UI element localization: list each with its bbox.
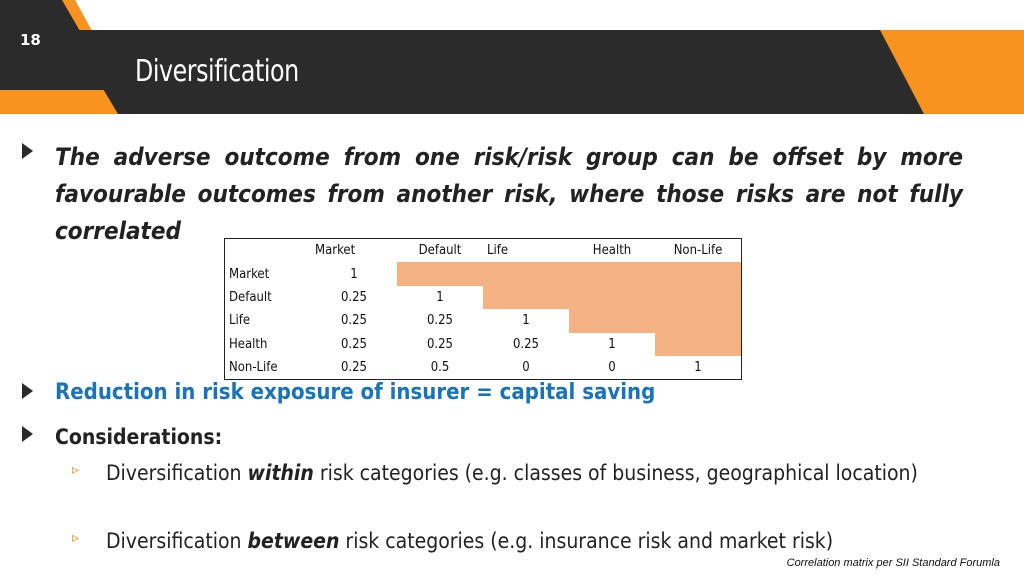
row-label: Life bbox=[229, 313, 251, 329]
table-cell-shaded bbox=[483, 262, 569, 285]
table-header-cell bbox=[225, 239, 312, 263]
table-cell-shaded bbox=[655, 262, 742, 285]
table-cell: 0.25 bbox=[340, 313, 368, 329]
sub-bullet-icon: ▹ bbox=[72, 530, 80, 546]
row-label: Default bbox=[229, 289, 272, 305]
table-row bbox=[225, 333, 742, 356]
table-cell-shaded bbox=[569, 309, 655, 332]
row-label: Health bbox=[229, 336, 268, 352]
consideration-item bbox=[106, 524, 986, 558]
table-cell: 0.25 bbox=[340, 336, 368, 352]
table-header-cell: Market bbox=[315, 243, 356, 259]
table-cell-shaded bbox=[397, 262, 483, 285]
consideration-item bbox=[106, 456, 956, 490]
table-cell: 1 bbox=[522, 313, 530, 329]
table-cell: 0.25 bbox=[426, 336, 454, 352]
table-header-cell: Non-Life bbox=[673, 243, 723, 259]
highlight-text: Reduction in risk exposure of insurer = capital saving bbox=[55, 380, 656, 405]
table-row bbox=[225, 262, 742, 285]
table-header-cell: Health bbox=[592, 243, 632, 259]
table-cell: 1 bbox=[350, 266, 358, 282]
bullet-icon bbox=[22, 383, 33, 399]
considerations-heading: Considerations: bbox=[55, 425, 223, 449]
table-header-cell: Life bbox=[487, 243, 509, 259]
slide-number: 18 bbox=[20, 31, 41, 49]
table-row bbox=[225, 286, 742, 309]
table-cell-shaded bbox=[655, 286, 742, 309]
table-cell: 1 bbox=[694, 360, 702, 376]
main-point-text: The adverse outcome from one risk/risk group can be offset by more favourable outcomes from another risk, where those risks are not fully correlated bbox=[55, 143, 963, 245]
table-caption: Correlation matrix per SII Standard Forumla bbox=[786, 557, 1000, 569]
table-cell: 0.25 bbox=[340, 360, 368, 376]
consideration-suffix: risk categories (e.g. insurance risk and market risk) bbox=[339, 529, 834, 553]
table-cell: 0.25 bbox=[426, 313, 454, 329]
sub-bullet-icon: ▹ bbox=[72, 462, 80, 478]
table-cell-shaded bbox=[655, 309, 742, 332]
consideration-emphasis: within bbox=[247, 461, 314, 485]
bullet-icon bbox=[22, 426, 33, 442]
table-cell-shaded bbox=[483, 286, 569, 309]
table-cell: 1 bbox=[608, 336, 616, 352]
bullet-icon bbox=[22, 143, 33, 159]
row-label: Market bbox=[229, 266, 270, 282]
table-cell: 0 bbox=[522, 360, 530, 376]
table-cell: 0 bbox=[608, 360, 616, 376]
table-row bbox=[225, 309, 742, 332]
table-cell-shaded bbox=[569, 286, 655, 309]
table-header-row bbox=[225, 239, 742, 263]
consideration-suffix: risk categories (e.g. classes of business, geographical location) bbox=[313, 461, 918, 485]
table-cell: 0.25 bbox=[512, 336, 540, 352]
consideration-prefix: Diversification bbox=[106, 529, 248, 553]
table-cell: 0.5 bbox=[430, 360, 450, 376]
table-cell: 0.25 bbox=[340, 289, 368, 305]
consideration-emphasis: between bbox=[247, 529, 340, 553]
table-cell-shaded bbox=[655, 333, 742, 356]
consideration-prefix: Diversification bbox=[106, 461, 248, 485]
table-cell-shaded bbox=[569, 262, 655, 285]
row-label: Non-Life bbox=[229, 360, 278, 376]
table-header-cell: Default bbox=[418, 243, 462, 259]
table-row bbox=[225, 356, 742, 380]
page-title: Diversification bbox=[135, 54, 299, 89]
table-cell: 1 bbox=[436, 289, 444, 305]
correlation-matrix-table bbox=[224, 238, 742, 380]
